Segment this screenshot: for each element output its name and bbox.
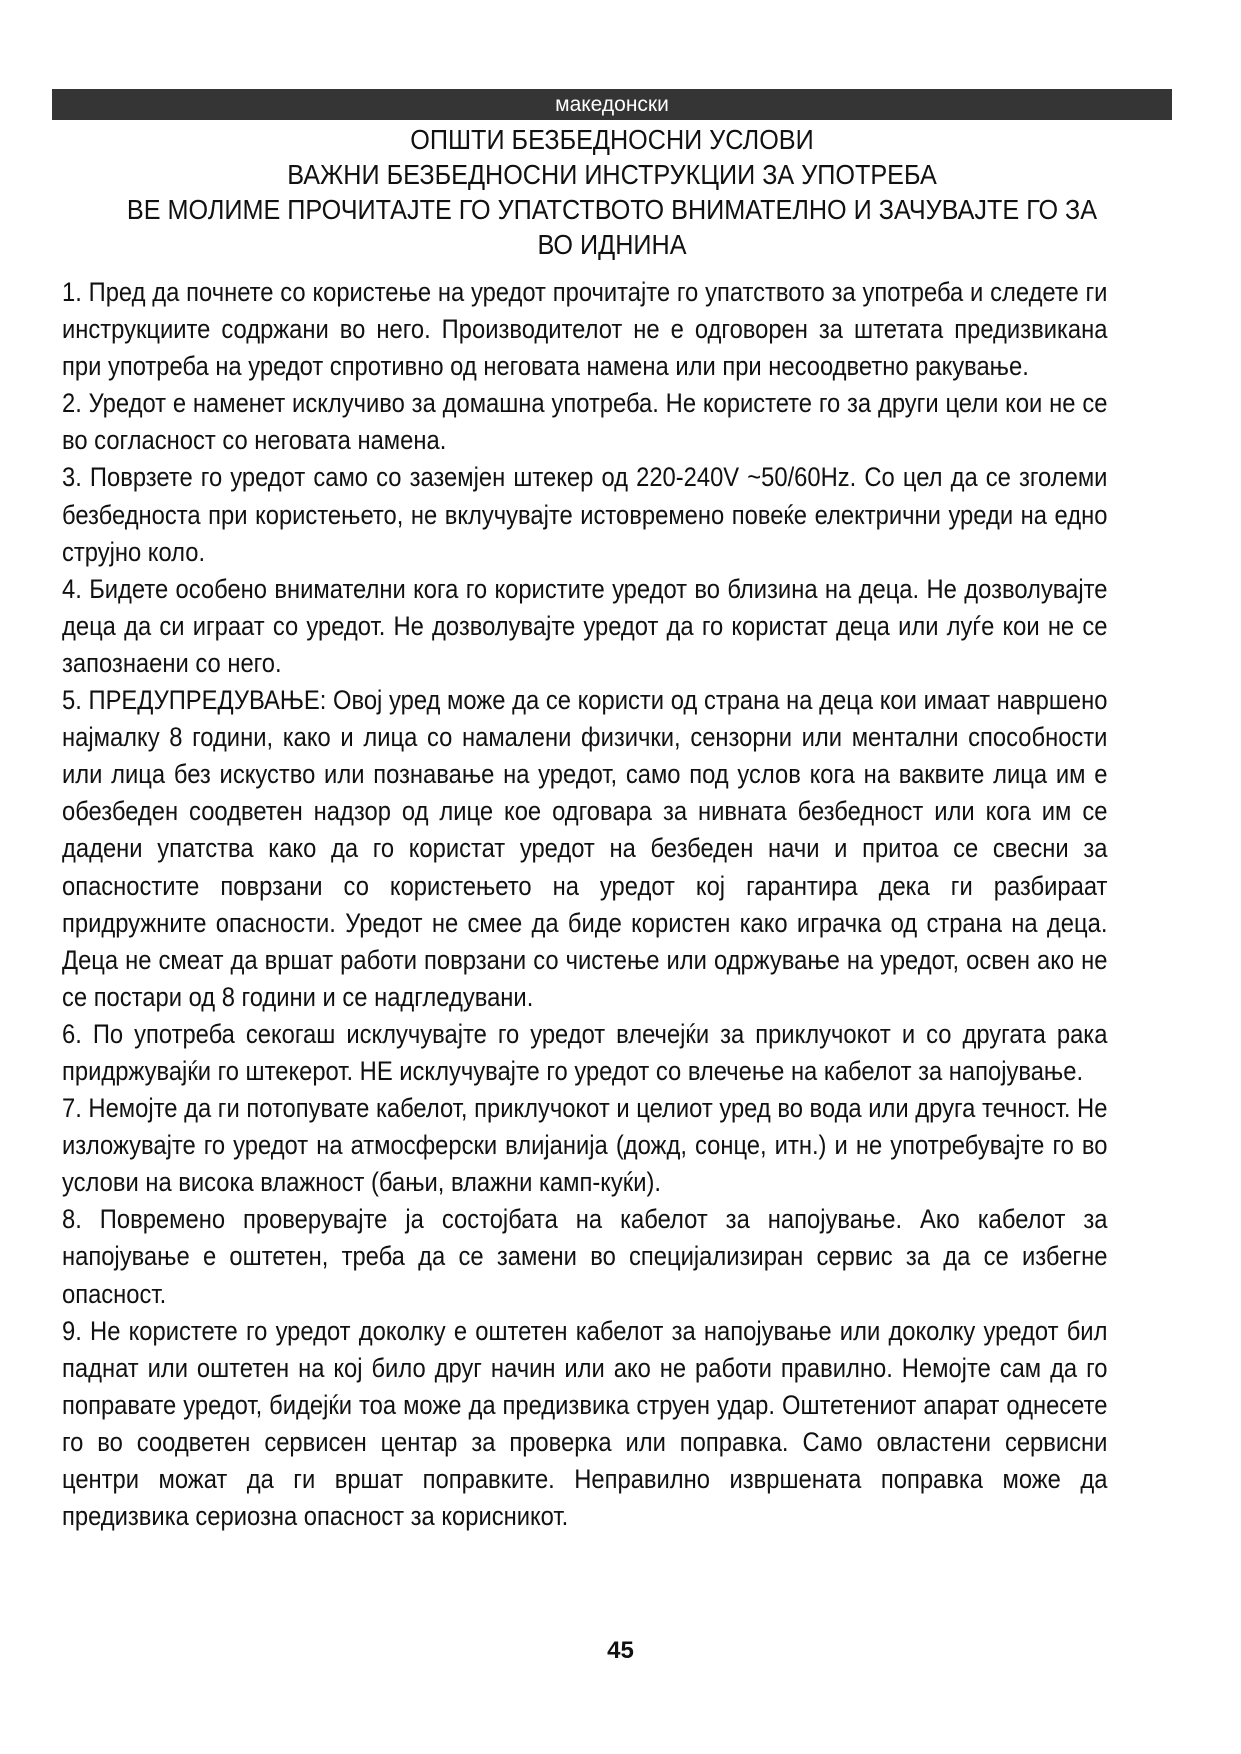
heading-important-instructions: ВАЖНИ БЕЗБЕДНОСНИ ИНСТРУКЦИИ ЗА УПОТРЕБА [287,159,937,190]
safety-item-5: 5. ПРЕДУПРЕДУВАЊЕ: Овој уред може да се користи од страна на деца кои имаат навршено најмалку 8 години, како и лица со намалени физички, сензорни или ментални способности или лица без искуство или познавање на уредот, само под услов кога на ваквите лица им е обезбеден соодветен надзор од лице кое одговара за нивната безбедност или кога им се дадени упатства како да го користат уредот на безбеден начи и притоа се свесни за опасностите поврзани со користењето на уредот кој гарантира дека ги разбираат придружните опасности. Уредот не смее да биде користен како играчка од страна на деца. Деца не смеат да вршат работи поврзани со чистење или одржување на уредот, освен ако не се постари од 8 години и се надгледувани. [62,685,1108,1012]
language-bar: македонски [52,89,1172,120]
safety-item-4: 4. Бидете особено внимателни кога го користите уредот во близина на деца. Не дозволувајте деца да си играат со уредот. Не дозволувајте уредот да го користат деца или луѓе кои не се запознаени со него. [62,573,1108,678]
page-number: 45 [607,1637,634,1664]
safety-item-9: 9. Не користете го уредот доколку е оштетен кабелот за напојување или доколку уредот бил паднат или оштетен на кој било друг начин или ако не работи правилно. Немојте сам да го поправате уредот, бидејќи тоа може да предизвика струен удар. Оштетениот апарат однесете го во соодветен сервисен центар за проверка или поправка. Само овластени сервисни центри можат да ги вршат поправките. Неправилно извршената поправка може да предизвика сериозна опасност за корисникот. [62,1315,1108,1532]
safety-item-7: 7. Немојте да ги потопувате кабелот, приклучокот и целиот уред во вода или друга течност. Не изложувајте го уредот на атмосферски влијанија (дожд, сонце, итн.) и не употребувајте го во услови на висока влажност (бањи, влажни камп-куќи). [62,1093,1108,1198]
safety-item-2: 2. Уредот е наменет исклучиво за домашна употреба. Не користете го за други цели кои не се во согласност со неговата намена. [62,388,1108,456]
safety-item-1: 1. Пред да почнете со користење на уредот прочитајте го упатството за употреба и следете ги инструкциите содржани во него. Производителот не е одговорен за штетата предизвикана при употреба на уредот спротивно од неговата намена или при несоодветно ракување. [62,277,1108,382]
safety-instructions-list [62,274,1232,1535]
safety-item-6: 6. По употреба секогаш исклучувајте го уредот влечејќи за приклучокот и со другата рака придржувајќи го штекерот. НЕ исклучувајте го уредот со влечење на кабелот за напојување. [62,1018,1108,1086]
safety-item-8: 8. Повремено проверувајте ја состојбата на кабелот за напојување. Ако кабелот за напојување е оштетен, треба да се замени во специјализиран сервис за да се избегне опасност. [62,1204,1108,1309]
section-headings [108,122,1116,262]
safety-item-3: 3. Поврзете го уредот само со заземјен штекер од 220-240V ~50/60Hz. Со цел да се зголеми безбедноста при користењето, не вклучувајте истовремено повеќе електрични уреди на едно струјно коло. [62,462,1108,567]
heading-general-safety: ОПШТИ БЕЗБЕДНОСНИ УСЛОВИ [410,124,814,155]
heading-read-carefully: ВЕ МОЛИМЕ ПРОЧИТАЈТЕ ГО УПАТСТВОТО ВНИМАТЕЛНО И ЗАЧУВАЈТЕ ГО ЗА ВО ИДНИНА [126,194,1098,260]
